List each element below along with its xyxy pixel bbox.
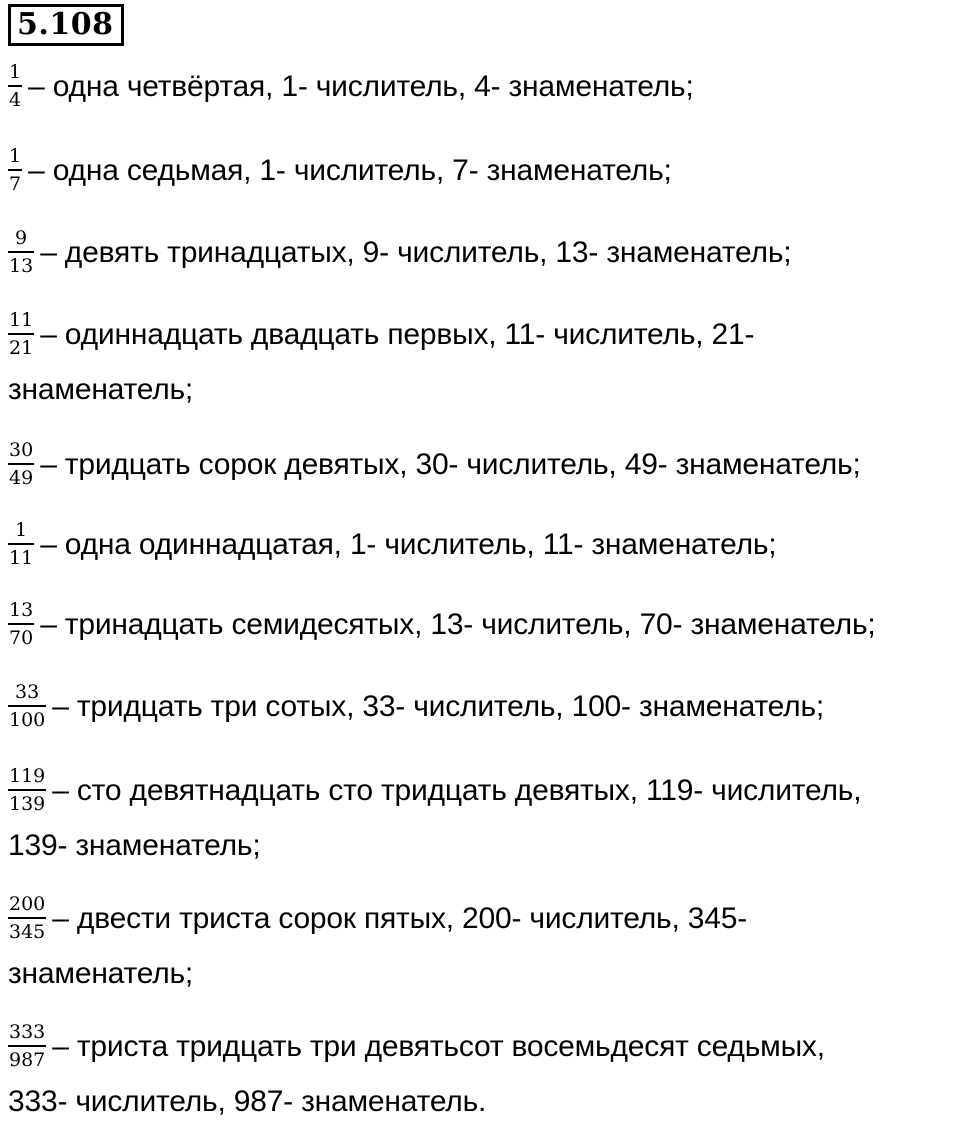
fraction-numerator: 1 <box>9 61 22 83</box>
fraction-denominator: 7 <box>8 169 22 195</box>
entry-text: – тридцать три сотых, 33- числитель, 100- знаменатель; <box>52 689 825 723</box>
fraction-denominator: 21 <box>8 333 34 359</box>
fraction-denominator: 987 <box>8 1045 46 1071</box>
fraction-numerator: 30 <box>9 439 34 461</box>
fraction <box>8 1022 46 1071</box>
entry-row <box>8 440 861 489</box>
entry-row <box>8 600 876 649</box>
fraction <box>8 682 46 731</box>
entry-text: – триста тридцать три девятьсот восемьдесят седьмых, <box>52 1029 825 1063</box>
entry-row <box>8 146 672 195</box>
fraction <box>8 146 22 195</box>
fraction-denominator: 139 <box>8 789 46 815</box>
fraction-denominator: 100 <box>8 705 46 731</box>
entry-row <box>8 894 747 991</box>
fraction-numerator: 1 <box>15 519 28 541</box>
fraction-numerator: 11 <box>9 309 34 331</box>
fraction-numerator: 9 <box>15 227 28 249</box>
fraction <box>8 228 34 277</box>
entry-text-continuation: знаменатель; <box>8 957 194 990</box>
fraction-denominator: 345 <box>8 917 46 943</box>
entry-row <box>8 62 694 111</box>
entry-row <box>8 520 776 569</box>
fraction-numerator: 200 <box>9 893 46 915</box>
fraction-denominator: 4 <box>8 85 22 111</box>
entry-text: – одна четвёртая, 1- числитель, 4- знаменатель; <box>28 69 694 103</box>
fraction <box>8 62 22 111</box>
fraction-numerator: 33 <box>15 681 40 703</box>
problem-number: 5.108 <box>8 4 124 46</box>
entry-row <box>8 682 824 731</box>
fraction <box>8 520 34 569</box>
entry-text: – девять тринадцатых, 9- числитель, 13- знаменатель; <box>40 235 792 269</box>
entry-text: – двести триста сорок пятых, 200- числитель, 345- <box>52 901 747 935</box>
fraction <box>8 310 34 359</box>
fraction-denominator: 13 <box>8 251 34 277</box>
entry-row <box>8 228 791 277</box>
fraction-denominator: 49 <box>8 463 34 489</box>
entry-text: – одна одиннадцатая, 1- числитель, 11- знаменатель; <box>40 527 777 561</box>
fraction-denominator: 11 <box>8 543 34 569</box>
entry-text: – одна седьмая, 1- числитель, 7- знаменатель; <box>28 153 672 187</box>
fraction-numerator: 333 <box>9 1021 46 1043</box>
entry-row <box>8 310 754 407</box>
fraction <box>8 766 46 815</box>
entry-text-continuation: знаменатель; <box>8 373 194 406</box>
fraction-numerator: 119 <box>9 765 46 787</box>
fraction-denominator: 70 <box>8 623 34 649</box>
entry-text: – сто девятнадцать сто тридцать девятых, 119- числитель, <box>52 773 862 807</box>
entry-text-continuation: 139- знаменатель; <box>8 829 261 862</box>
entry-text: – тридцать сорок девятых, 30- числитель, 49- знаменатель; <box>40 447 861 481</box>
entry-row <box>8 766 861 863</box>
entry-text: – тринадцать семидесятых, 13- числитель, 70- знаменатель; <box>40 607 876 641</box>
entry-text: – одиннадцать двадцать первых, 11- числитель, 21- <box>40 317 755 351</box>
fraction <box>8 600 34 649</box>
entry-text-continuation: 333- числитель, 987- знаменатель. <box>8 1085 487 1118</box>
fraction <box>8 440 34 489</box>
fraction <box>8 894 46 943</box>
fraction-numerator: 13 <box>9 599 34 621</box>
fraction-numerator: 1 <box>9 145 22 167</box>
entry-row <box>8 1022 825 1119</box>
